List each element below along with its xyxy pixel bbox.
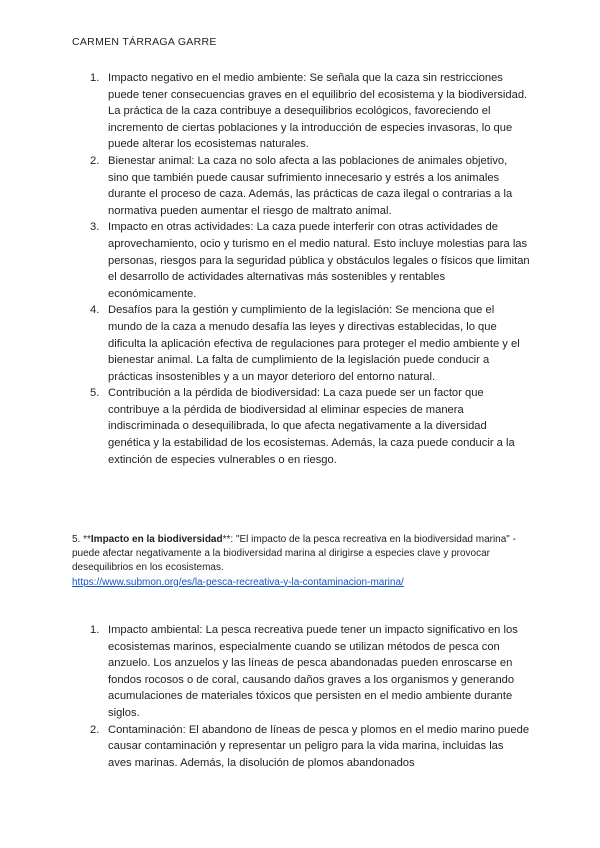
list-item-text: Impacto en otras actividades: La caza puede interferir con otras actividades de aprovechamiento, ocio y turismo en el medio natural. Esto incluye molestias para las personas, riesgos para la seguridad pública y obstáculos legales o físicos que limitan el desarrollo de actividades alternativas más sostenibles y rentables económicamente.: [108, 221, 530, 300]
list-item: [72, 722, 530, 772]
list-item-text: Desafíos para la gestión y cumplimiento de la legislación: Se menciona que el mundo de la caza a menudo desafía las leyes y directivas establecidas, lo que dificulta la aplicación efectiva de regulaciones para proteger el medio ambiente y el bienestar animal. La falta de cumplimiento de la legislación puede conducir a prácticas insostenibles y a un mayor deterioro del entorno natural.: [108, 304, 520, 383]
list-item-text: Impacto negativo en el medio ambiente: Se señala que la caza sin restricciones puede tener consecuencias graves en el equilibrio del ecosistema y la biodiversidad. La práctica de la caza contribuye a desequilibrios ecológicos, favoreciendo el incremento de ciertas poblaciones y la introducción de especies invasoras, lo que puede alterar los ecosistemas naturales.: [108, 72, 528, 151]
list-item: [72, 622, 530, 722]
list-item-number: 2.: [90, 723, 100, 736]
list-item: [72, 153, 530, 219]
source-link[interactable]: https://www.submon.org/es/la-pesca-recreativa-y-la-contaminacion-marina/: [72, 576, 404, 588]
list-item-text: Contaminación: El abandono de líneas de pesca y plomos en el medio marino puede causar contaminación y representar un peligro para la vida marina, incluidas las aves marinas. Además, la disolución de plomos abandonados: [108, 723, 530, 769]
section-5-paragraph: [72, 533, 532, 590]
list-item: [72, 385, 530, 468]
list-item-number: 4.: [90, 304, 100, 317]
list-item-number: 3.: [90, 221, 100, 234]
list-item-text: Bienestar animal: La caza no solo afecta a las poblaciones de animales objetivo, sino que también puede causar sufrimiento innecesario y estrés a los animales durante el proceso de caza. Además, las prácticas de caza ilegal o contrarias a la normativa pueden aumentar el riesgo de maltrato animal.: [108, 154, 513, 217]
document-header-author: CARMEN TÁRRAGA GARRE: [72, 36, 217, 48]
list-item: [72, 219, 530, 302]
list-item-number: 1.: [90, 624, 100, 636]
fishing-impacts-list: [72, 622, 530, 771]
list-item-text: Impacto ambiental: La pesca recreativa puede tener un impacto significativo en los ecosistemas marinos, especialmente cuando se utilizan métodos de pesca con anzuelo. Los anzuelos y las líneas de pesca abandonadas pueden enroscarse en fondos rocosos o de coral, causando daños graves a los organismos y generando acumulaciones de materiales tóxicos que persisten en el medio ambiente durante siglos.: [108, 624, 518, 719]
list-item: [72, 70, 530, 153]
list-item-text: Contribución a la pérdida de biodiversidad: La caza puede ser un factor que contribuye a la pérdida de biodiversidad al eliminar especies de manera indiscriminada o desequilibrada, lo que afecta negativamente a la diversidad genética y la estabilidad de los ecosistemas. Además, la caza puede conducir a la extinción de especies vulnerables o en riesgo.: [108, 387, 515, 466]
section-5-prefix: 5. **: [72, 534, 91, 545]
section-5-description: **: "El impacto de la pesca recreativa en la biodiversidad marina" - puede afectar negativamente a la biodiversidad marina al dirigirse a especies clave y provocar desequilibrios en los ecosistemas.: [72, 534, 516, 574]
list-item-number: 2.: [90, 154, 100, 167]
list-item-number: 5.: [90, 387, 100, 400]
section-5-heading: Impacto en la biodiversidad: [90, 534, 223, 545]
list-item-number: 1.: [90, 72, 100, 84]
list-item: [72, 302, 530, 385]
hunting-impacts-list: [72, 70, 530, 468]
